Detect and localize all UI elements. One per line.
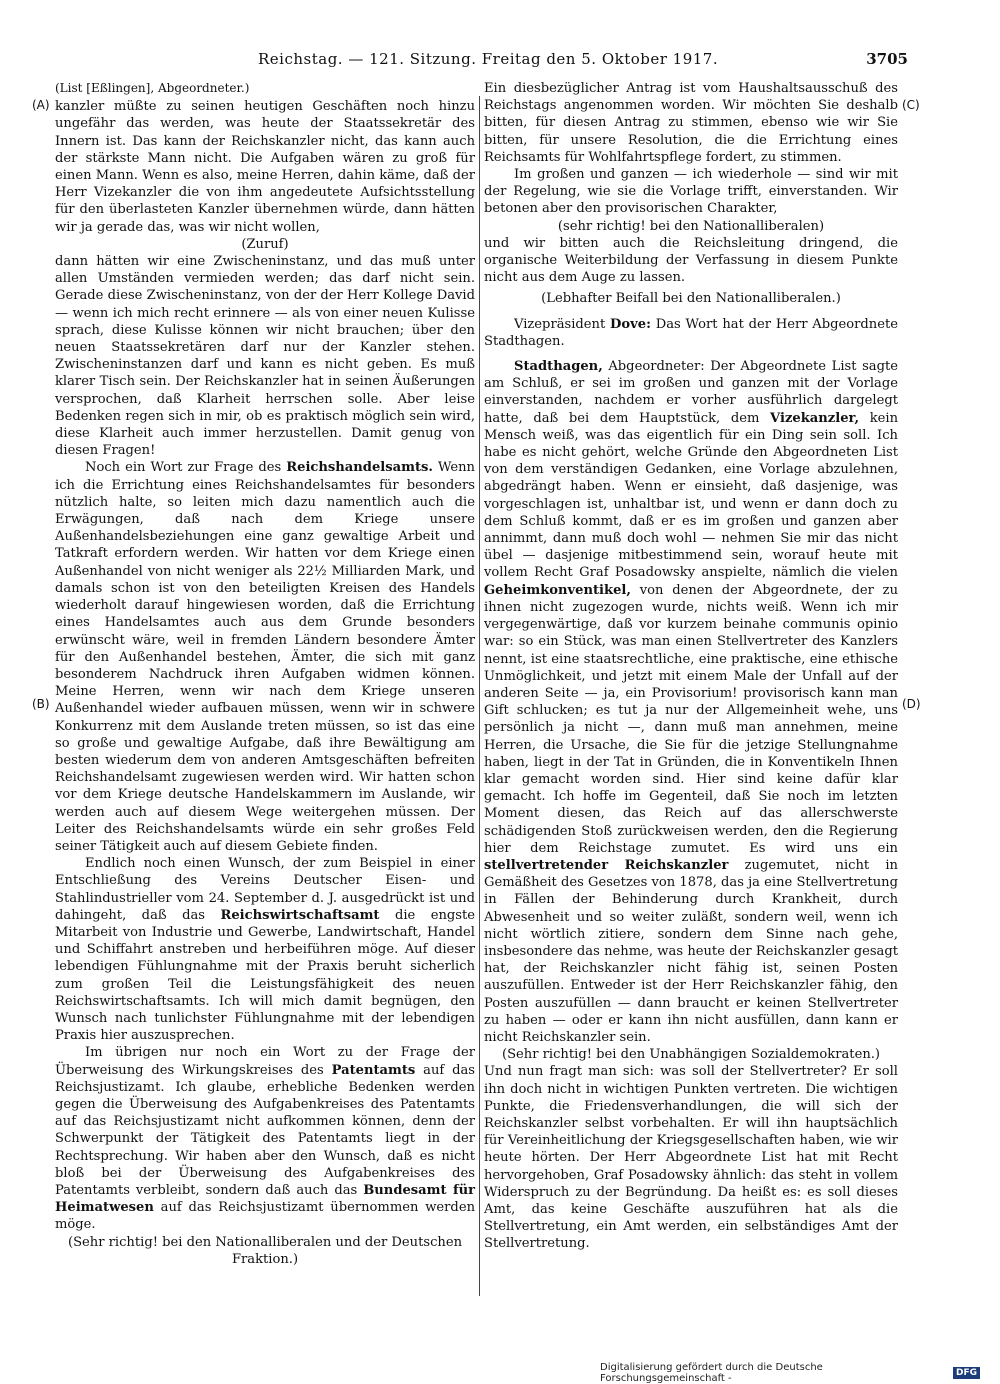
speaker-name: Dove: <box>610 316 651 332</box>
footer-credit: Digitalisierung gefördert durch die Deutsche Forschungsgemeinschaft - <box>600 1362 823 1384</box>
paragraph: dann hätten wir eine Zwischeninstanz, und das muß unter allen Umständen vermieden werden; das darf nicht sein. Gerade diese Zwischeninstanz, von der der Herr Kollege David — wenn ich mich recht erinnere — als von einer neuen Kulisse sprach, diese Kulisse können wir nicht brauchen; über den neuen Staatssekretären darf nur der Kanzler stehen. Zwischeninstanzen darf und kann es nicht geben. Es muß klarer Tisch sein. Der Reichskanzler hat in seinen Äußerungen versprochen, daß Klarheit herrschen solle. Aber leise Bedenken regen sich in mir, ob es praktisch möglich sein wird, diese Klarheit auch immer herzustellen. Damit genug von diesen Fragen! <box>55 254 475 459</box>
interjection: (Zuruf) <box>241 236 289 252</box>
paragraph: Stadthagen, Abgeordneter: Der Abgeordnete List sagte am Schluß, er sei im großen und ganzen mit der Vorlage einverstanden, nachdem er vorher ausführlich dargelegt hatte, daß bei dem Hauptstück, dem Vizekanzler, kein Mensch weiß, was das eigentlich für ein Ding sein soll. Ich habe es nicht gehört, welche Gründe den Abgeordneten List von dem verständigen Gedanken, eine Vorlage abzulehnen, abgedrängt haben. Wenn er einsieht, daß dasjenige, was vorgeschlagen ist, unhaltbar ist, und wenn er dann doch zu dem Schluß kommt, daß er es im großen und ganzen aber annimmt, dann muß doch wohl — nehmen Sie mir das nicht übel — dasjenige mitbestimmend sein, worauf heute mit vollem Recht Graf Posadowsky anspielte, nämlich die vielen Geheimkonventikel, von denen der Abgeordnete, der zu ihnen nicht zugezogen wurde, nichts weiß. Wenn ich mir vergegenwärtige, daß vor kurzem beinahe communis opinio war: so ein Stück, was man einen Stellvertreter des Kanzlers nennt, ist eine staatsrechtliche, eine praktische, eine ethische Unmöglichkeit, und jetzt mit einem Male der Unfall auf der anderen Seite — ja, ein Provisorium! provisorisch kann man Gift schlucken; es tut ja nur der Allgemeinheit wehe, uns persönlich ja nicht —, dann muß man annehmen, meine Herren, die Ursache, die Sie für die jetzige Stellungnahme haben, liegt in der Tat in Gründen, die in Konventikeln Ihnen klar gemacht worden sind. Hier sind keine dafür klar gemacht. Ich hoffe im Gegenteil, daß Sie noch im letzten Moment diesen, das Reich auf das allerschwerste schädigenden Stoß zurückweisen werden, den die Regierung hier dem Reichstage zumutet. Es wird uns ein stellvertretender Reichskanzler zugemutet, nicht in Gemäßheit des Gesetzes von 1878, das ja eine Stellvertretung in Fällen der Behinderung durch Krankheit, durch Abwesenheit und so weiter zuläßt, sondern weil, wenn ich nicht wörtlich zitiere, sondern dem Sinne nach gehe, insbesondere das nehme, was heute der Reichskanzler gesagt hat, der Reichskanzler nicht fähig ist, seinen Posten auszufüllen. Entweder ist der Herr Reichskanzler fähig, den Posten auszufüllen — dann braucht er keinen Stellvertreter zu haben — oder er kann ihn nicht ausfüllen, dann kann er nicht Reichskanzler sein. <box>484 359 898 1045</box>
dfg-logo: DFG <box>953 1367 980 1379</box>
interjection: (sehr richtig! bei den Nationalliberalen) <box>557 218 825 234</box>
interjection: (Sehr richtig! bei den Unabhängigen Sozialdemokraten.) <box>501 1047 881 1063</box>
margin-mark-b: (B) <box>32 697 50 711</box>
paragraph: kanzler müßte zu seinen heutigen Geschäften noch hinzu ungefähr das werden, was heute der Staatssekretär des Innern ist. Das kann der Reichskanzler nicht, das kann auch der stärkste Mann nicht. Die Aufgaben wären zu groß für einen Mann. Wenn es also, meine Herren, dahin käme, daß der Herr Vizekanzler die von ihm angedeutete Aufsichtsstellung für den überlasteten Kanzler übernehmen würde, dann hätten wir ja gerade das, was wir nicht wollen, <box>55 99 475 235</box>
paragraph: Und nun fragt man sich: was soll der Stellvertreter? Er soll ihn doch nicht in wichtigen Punkten vertreten. Die wichtigen Punkte, die Friedensverhandlungen, die will sich der Reichskanzler selbst vorbehalten. Er will ihn hauptsächlich für Vereinheitlichung der Kriegsgesellschaften haben, wie wir heute hörten. Der Herr Abgeordnete List hat mit Recht hervorgehoben, Graf Posadowsky ähnlich: das steht in vollem Widerspruch zu der Begründung. Da heißt es: es soll dieses Amt, das keine Geschäfte auszuführen hat als die Stellvertretung, ein Amt werden, ein selbständiges Amt der Stellvertretung. <box>484 1064 898 1252</box>
margin-mark-d: (D) <box>902 697 921 711</box>
paragraph: Vizepräsident Dove: Das Wort hat der Herr Abgeordnete Stadthagen. <box>484 316 898 349</box>
paragraph: Im großen und ganzen — ich wiederhole — sind wir mit der Regelung, wie sie die Vorlage trifft, einverstanden. Wir betonen aber den provisorischen Charakter, <box>484 167 898 217</box>
emphasis: Vizekanzler, <box>770 410 860 426</box>
header-title: Reichstag. — 121. Sitzung. Freitag den 5. Oktober 1917. <box>258 50 719 68</box>
running-header <box>0 50 1000 70</box>
margin-mark-a: (A) <box>32 98 50 112</box>
right-column <box>484 80 898 1253</box>
footer <box>600 1362 980 1384</box>
emphasis: Reichshandelsamts. <box>286 460 433 476</box>
applause: (Sehr richtig! bei den Nationalliberalen und der Deutschen Fraktion.) <box>67 1234 463 1267</box>
speaker-reference: (List [Eßlingen], Abgeordneter.) <box>55 81 250 95</box>
emphasis: Reichswirtschaftsamt <box>220 907 380 923</box>
page-number: 3705 <box>866 50 908 68</box>
paragraph: Endlich noch einen Wunsch, der zum Beispiel in einer Entschließung des Vereins Deutscher Eisen- und Stahlindustrieller vom 24. September d. J. ausgedrückt ist und dahingeht, daß das Reichswirtschaftsamt die engste Mitarbeit von Industrie und Gewerbe, Landwirtschaft, Handel und Schiffahrt anstreben und herbeiführen möge. Auf dieser lebendigen Fühlungnahme mit der Praxis beruht sicherlich zum großen Teil die Leistungsfähigkeit des neuen Reichswirtschaftsamts. Ich will mich damit begnügen, den Wunsch nach tunlichster Fühlungnahme mit der lebendigen Praxis hier auszusprechen. <box>55 856 476 1044</box>
column-divider <box>479 96 480 1296</box>
emphasis: Patentamts <box>331 1062 416 1078</box>
paragraph: Ein diesbezüglicher Antrag ist vom Haushaltsausschuß des Reichstags angenommen worden. Wir möchten Sie deshalb bitten, für diesen Antrag zu stimmen, ebenso wie wir Sie bitten, für unsere Resolution, die die Errichtung eines Reichsamts für Wohlfahrtspflege fordert, zu stimmen. <box>484 81 898 165</box>
left-column <box>55 80 475 1268</box>
paragraph: Im übrigen nur noch ein Wort zu der Frage der Überweisung des Wirkungskreises des Patentamts auf das Reichsjustizamt. Ich glaube, erhebliche Bedenken werden gegen die Überweisung des Aufgabenkreises des Patentamts auf das Reichsjustizamt nicht aufkommen können, denn der Schwerpunkt der Tätigkeit des Patentamts liegt in der Rechtsprechung. Wir haben aber den Wunsch, daß es nicht bloß bei der Überweisung des Aufgabenkreises des Patentamts verbleibt, sondern daß auch das Bundesamt für Heimatwesen auf das Reichsjustizamt übernommen werden möge. <box>55 1045 475 1233</box>
paragraph: und wir bitten auch die Reichsleitung dringend, die organische Weiterbildung der Verfassung in diesem Punkte nicht aus dem Auge zu lassen. <box>484 235 898 286</box>
speaker-name: Stadthagen, <box>514 359 603 375</box>
emphasis: stellvertretender Reichskanzler <box>484 857 729 873</box>
emphasis: Geheimkonventikel, <box>484 582 631 598</box>
emphasis: Bundesamt für Heimatwesen <box>55 1183 475 1216</box>
paragraph: Noch ein Wort zur Frage des Reichshandelsamts. Wenn ich die Errichtung eines Reichshandelsamtes für besonders nützlich halte, so leiten mich dazu namentlich auch die Erwägungen, daß nach dem Kriege unsere Außenhandelsbeziehungen eine ganz gewaltige Arbeit und Tatkraft erfordern werden. Wir hatten vor dem Kriege einen Außenhandel von nicht weniger als 22½ Milliarden Mark, und damals schon ist von den beteiligten Kreisen des Handels wiederholt darauf hingewiesen worden, daß die Errichtung eines Handelsamtes auch aus dem Grunde besonders erwünscht wäre, weil in fremden Ländern besondere Ämter für den Außenhandel bestehen, Ämter, die sich mit ganz besonderem Nachdruck ihren Aufgaben widmen können. Meine Herren, wenn wir nach dem Kriege unseren Außenhandel wieder aufbauen müssen, wenn wir in schwere Konkurrenz mit dem Auslande treten müssen, so ist das eine so große und gewaltige Aufgabe, daß ihre Bewältigung am besten wiederum dem von anderen Amtsgeschäften befreiten Reichshandelsamt zugewiesen werden wird. Wir hatten schon vor dem Kriege deutsche Handelskammern im Auslande, wir werden auch auf diesem Wege weitergehen müssen. Der Leiter des Reichshandelsamts würde ein sehr großes Feld seiner Tätigkeit auch auf diesem Gebiete finden. <box>55 460 475 854</box>
applause: (Lebhafter Beifall bei den Nationalliberalen.) <box>541 291 841 307</box>
margin-mark-c: (C) <box>902 98 920 112</box>
